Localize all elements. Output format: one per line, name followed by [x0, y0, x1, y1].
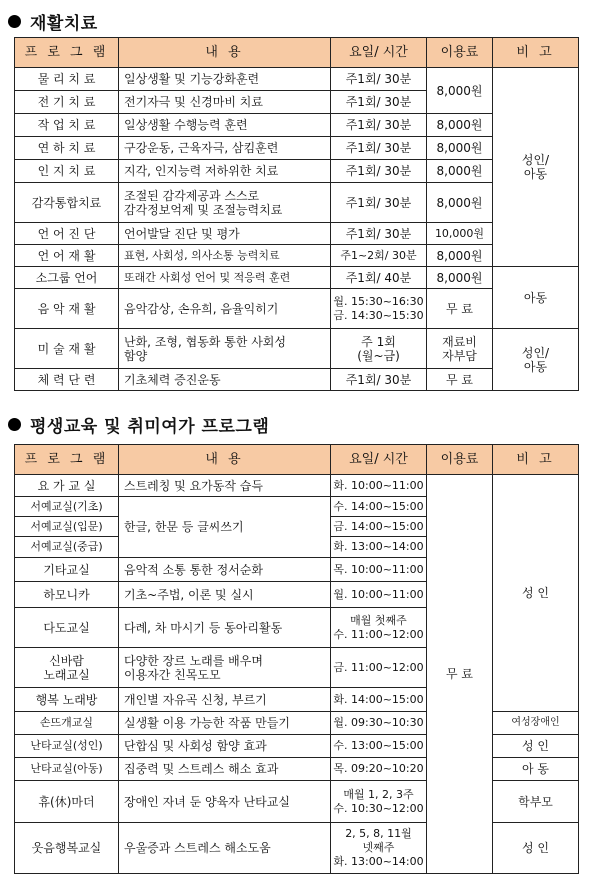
time-cell: 주1회/ 30분 [331, 114, 427, 137]
time-cell: 월. 09:30~10:30 [331, 712, 427, 735]
program-cell: 난타교실(아동) [15, 758, 119, 781]
content-cell: 개인별 자유곡 신청, 부르기 [119, 688, 331, 712]
content-cell: 한글, 한문 등 글씨쓰기 [119, 497, 331, 558]
note-cell: 성 인 [493, 823, 579, 874]
table-row [15, 267, 579, 289]
program-cell: 요 가 교 실 [15, 475, 119, 497]
time-cell: 금. 11:00~12:00 [331, 648, 427, 688]
fee-cell: 8,000원 [427, 137, 493, 160]
note-cell: 여성장애인 [493, 712, 579, 735]
header-program: 프 로 그 램 [15, 445, 119, 475]
program-cell: 웃음행복교실 [15, 823, 119, 874]
table-row [15, 68, 579, 91]
time-cell: 화. 13:00~14:00 [331, 537, 427, 558]
fee-cell: 8,000원 [427, 245, 493, 267]
program-cell: 전 기 치 료 [15, 91, 119, 114]
note-cell: 아동 [493, 267, 579, 329]
content-cell: 조절된 감각제공과 스스로 감각정보억제 및 조절능력치료 [119, 183, 331, 223]
content-cell: 표현, 사회성, 의사소통 능력치료 [119, 245, 331, 267]
content-cell: 일상생활 및 기능강화훈련 [119, 68, 331, 91]
program-cell: 휴(休)마더 [15, 781, 119, 823]
content-cell: 난화, 조형, 협동화 통한 사회성 함양 [119, 329, 331, 369]
fee-cell: 8,000원 [427, 160, 493, 183]
header-content: 내 용 [119, 445, 331, 475]
time-cell: 주1회/ 30분 [331, 160, 427, 183]
table-row [15, 823, 579, 874]
time-cell: 주1회/ 30분 [331, 91, 427, 114]
fee-cell: 무 료 [427, 369, 493, 391]
fee-cell: 무 료 [427, 289, 493, 329]
program-cell: 난타교실(성인) [15, 735, 119, 758]
note-cell: 학부모 [493, 781, 579, 823]
note-cell: 성인/ 아동 [493, 68, 579, 267]
time-cell: 목. 09:20~10:20 [331, 758, 427, 781]
content-cell: 우울증과 스트레스 해소도움 [119, 823, 331, 874]
content-cell: 스트레칭 및 요가동작 습득 [119, 475, 331, 497]
time-cell: 월. 15:30~16:30 금. 14:30~15:30 [331, 289, 427, 329]
program-cell: 소그룹 언어 [15, 267, 119, 289]
time-cell: 수. 13:00~15:00 [331, 735, 427, 758]
content-cell: 음악적 소통 통한 정서순화 [119, 558, 331, 582]
bullet-icon [8, 418, 21, 431]
program-cell: 다도교실 [15, 608, 119, 648]
section-title-text: 평생교육 및 취미여가 프로그램 [30, 416, 270, 437]
rehab-table [14, 37, 579, 391]
program-cell: 언 어 재 활 [15, 245, 119, 267]
time-cell: 주1회/ 30분 [331, 137, 427, 160]
program-cell: 연 하 치 료 [15, 137, 119, 160]
fee-cell: 무 료 [427, 475, 493, 874]
program-cell: 서예교실(기초) [15, 497, 119, 517]
content-cell: 또래간 사회성 언어 및 적응력 훈련 [119, 267, 331, 289]
program-cell: 신바람 노래교실 [15, 648, 119, 688]
fee-cell: 8,000원 [427, 68, 493, 114]
time-cell: 금. 14:00~15:00 [331, 517, 427, 537]
content-cell: 기초~주법, 이론 및 실시 [119, 582, 331, 608]
content-cell: 다례, 차 마시기 등 동아리활동 [119, 608, 331, 648]
header-time: 요일/ 시간 [331, 38, 427, 68]
program-cell: 작 업 치 료 [15, 114, 119, 137]
table-row [15, 329, 579, 369]
content-cell: 지각, 인지능력 저하위한 치료 [119, 160, 331, 183]
content-cell: 장애인 자녀 둔 양육자 난타교실 [119, 781, 331, 823]
time-cell: 2, 5, 8, 11월 넷째주 화. 13:00~14:00 [331, 823, 427, 874]
table-row [15, 475, 579, 497]
program-cell: 체 력 단 련 [15, 369, 119, 391]
section-title-text: 재활치료 [30, 13, 98, 34]
fee-cell: 8,000원 [427, 114, 493, 137]
time-cell: 화. 10:00~11:00 [331, 475, 427, 497]
content-cell: 집중력 및 스트레스 해소 효과 [119, 758, 331, 781]
content-cell: 언어발달 진단 및 평가 [119, 223, 331, 245]
time-cell: 주1회/ 30분 [331, 223, 427, 245]
program-cell: 서예교실(입문) [15, 517, 119, 537]
program-cell: 감각통합치료 [15, 183, 119, 223]
time-cell: 매월 1, 2, 3주 수. 10:30~12:00 [331, 781, 427, 823]
table-header-row [15, 38, 579, 68]
time-cell: 주1회/ 40분 [331, 267, 427, 289]
fee-cell: 10,000원 [427, 223, 493, 245]
note-cell: 성인/ 아동 [493, 329, 579, 391]
bullet-icon [8, 15, 21, 28]
content-cell: 단합심 및 사회성 함양 효과 [119, 735, 331, 758]
header-program: 프 로 그 램 [15, 38, 119, 68]
header-time: 요일/ 시간 [331, 445, 427, 475]
content-cell: 다양한 장르 노래를 배우며 이용자간 친목도모 [119, 648, 331, 688]
program-cell: 미 술 재 활 [15, 329, 119, 369]
program-cell: 하모니카 [15, 582, 119, 608]
time-cell: 주1회/ 30분 [331, 369, 427, 391]
fee-cell: 8,000원 [427, 183, 493, 223]
program-cell: 언 어 진 단 [15, 223, 119, 245]
header-note: 비 고 [493, 38, 579, 68]
header-fee: 이용료 [427, 38, 493, 68]
fee-cell: 8,000원 [427, 267, 493, 289]
section-title-rehab [8, 8, 98, 34]
time-cell: 목. 10:00~11:00 [331, 558, 427, 582]
time-cell: 매월 첫째주 수. 11:00~12:00 [331, 608, 427, 648]
content-cell: 음악감상, 손유희, 음율익히기 [119, 289, 331, 329]
program-cell: 기타교실 [15, 558, 119, 582]
note-cell: 아 동 [493, 758, 579, 781]
time-cell: 월. 10:00~11:00 [331, 582, 427, 608]
program-cell: 행복 노래방 [15, 688, 119, 712]
table-row [15, 781, 579, 823]
time-cell: 주1회/ 30분 [331, 68, 427, 91]
time-cell: 주 1회 (월~금) [331, 329, 427, 369]
section-title-lifelong [8, 411, 269, 437]
table-row [15, 712, 579, 735]
lifelong-table [14, 444, 579, 874]
content-cell: 일상생활 수행능력 훈련 [119, 114, 331, 137]
note-cell: 성 인 [493, 475, 579, 712]
table-row [15, 758, 579, 781]
content-cell: 기초체력 증진운동 [119, 369, 331, 391]
header-note: 비 고 [493, 445, 579, 475]
time-cell: 주1회/ 30분 [331, 183, 427, 223]
note-cell: 성 인 [493, 735, 579, 758]
time-cell: 수. 14:00~15:00 [331, 497, 427, 517]
program-cell: 서예교실(중급) [15, 537, 119, 558]
content-cell: 구강운동, 근육자극, 삼킴훈련 [119, 137, 331, 160]
table-header-row [15, 445, 579, 475]
program-cell: 음 악 재 활 [15, 289, 119, 329]
time-cell: 주1~2회/ 30분 [331, 245, 427, 267]
table-row [15, 735, 579, 758]
header-fee: 이용료 [427, 445, 493, 475]
program-cell: 물 리 치 료 [15, 68, 119, 91]
header-content: 내 용 [119, 38, 331, 68]
time-cell: 화. 14:00~15:00 [331, 688, 427, 712]
fee-cell: 재료비 자부담 [427, 329, 493, 369]
content-cell: 전기자극 및 신경마비 치료 [119, 91, 331, 114]
content-cell: 실생활 이용 가능한 작품 만들기 [119, 712, 331, 735]
program-cell: 인 지 치 료 [15, 160, 119, 183]
program-cell: 손뜨개교실 [15, 712, 119, 735]
